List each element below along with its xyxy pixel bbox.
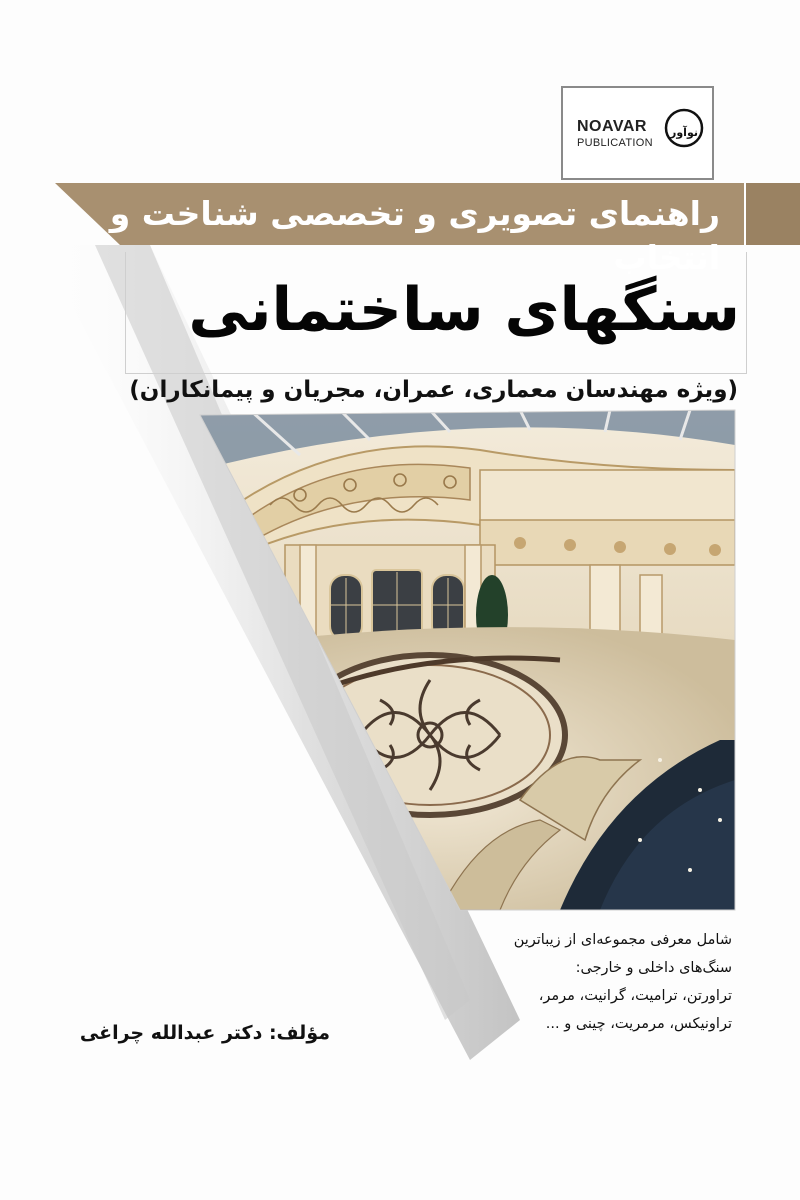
author-credit: مؤلف: دکتر عبدالله چراغی [79, 1022, 330, 1044]
publisher-mark-text: نوآور [670, 126, 698, 139]
description-line: شامل معرفی مجموعه‌ای از زیباترین [513, 932, 732, 948]
book-title: سنگهای ساختمانی [188, 275, 740, 345]
description-line: سنگ‌های داخلی و خارجی: [575, 960, 732, 976]
book-subtitle: (ویژه مهندسان معماری، عمران، مجریان و پیمانکاران) [129, 377, 738, 403]
publisher-name-line1: NOAVAR [577, 118, 647, 135]
description-line: تراونیکس، مرمریت، چینی و ... [545, 1016, 732, 1032]
publisher-name-line2: PUBLICATION [577, 137, 653, 149]
headline-text: راهنمای تصویری و تخصصی شناخت و انتخاب [109, 194, 720, 277]
description-line: تراورتن، ترامیت، گرانیت، مرمر، [538, 988, 732, 1004]
book-description [432, 926, 732, 1038]
